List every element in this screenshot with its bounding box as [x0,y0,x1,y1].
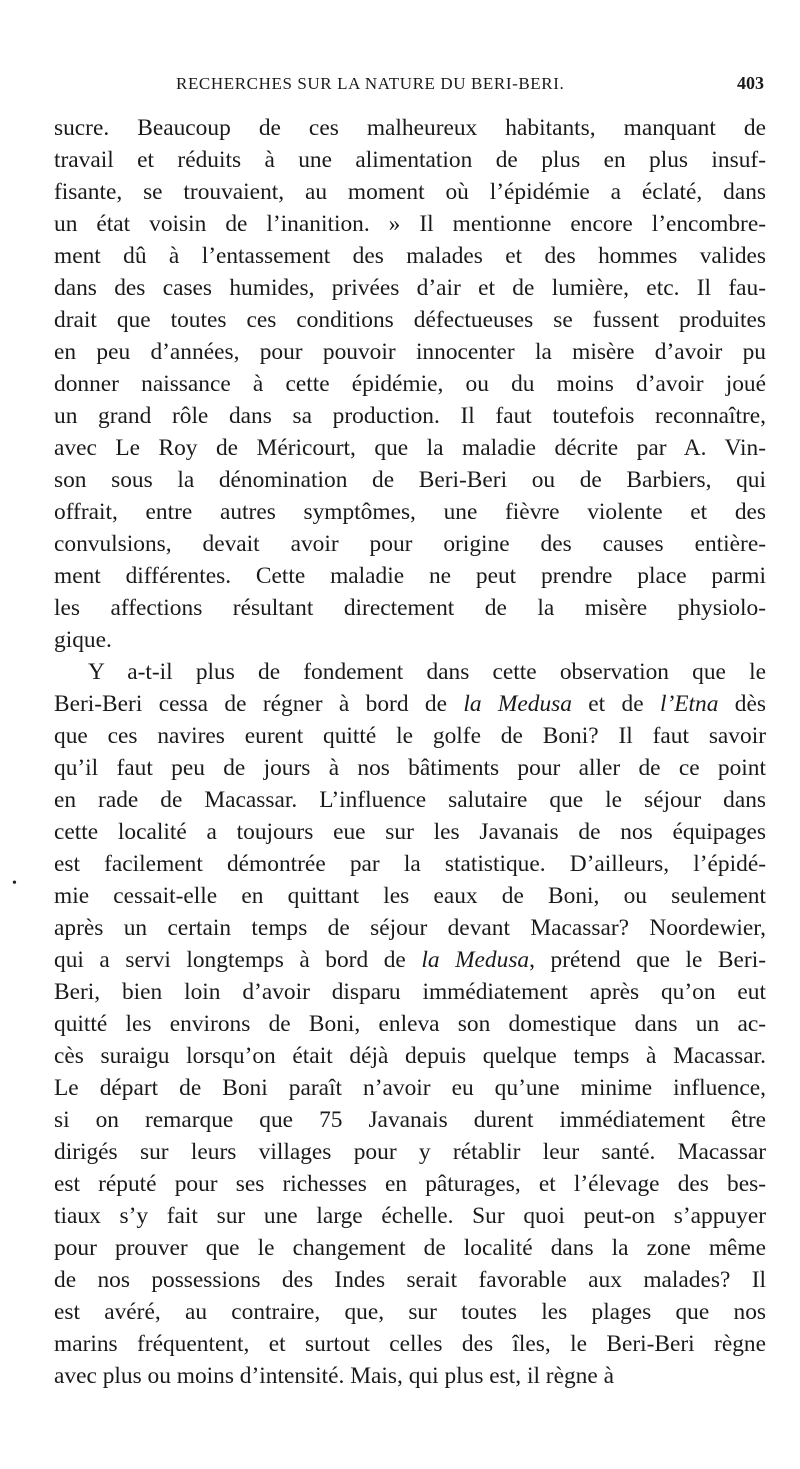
text-line: si on remarque que 75 Javanais durent immédiatement être [54,1107,766,1133]
text-line: est facilement démontrée par la statistique. D’ailleurs, l’épidé- [54,851,766,877]
text-line: cette localité a toujours eue sur les Javanais de nos équipages [54,819,766,845]
text-line: les affections résultant directement de la misère physiolo- [54,595,766,621]
text-line: qui a servi longtemps à bord de la Medusa, prétend que le Beri- [54,947,766,973]
text-line: mie cessait-elle en quittant les eaux de Boni, ou seulement [54,883,766,909]
text-line: de nos possessions des Indes serait favorable aux malades? Il [54,1267,766,1293]
text-line: avec Le Roy de Méricourt, que la maladie décrite par A. Vin- [54,435,766,461]
text-line: pour prouver que le changement de localité dans la zone même [54,1235,766,1261]
text-line: offrait, entre autres symptômes, une fièvre violente et des [54,499,766,525]
text-line: ment dû à l’entassement des malades et des hommes valides [54,243,766,269]
margin-dot-mark: • [12,876,17,891]
text-line: donner naissance à cette épidémie, ou du moins d’avoir joué [54,371,766,397]
text-line: Y a-t-il plus de fondement dans cette observation que le [88,659,766,685]
text-line: gique. [54,627,112,653]
text-line: convulsions, devait avoir pour origine des causes entière- [54,531,766,557]
text-line: qu’il faut peu de jours à nos bâtiments pour aller de ce point [54,755,766,781]
text-line: un grand rôle dans sa production. Il faut toutefois reconnaître, [54,403,766,429]
body-text [54,112,766,1392]
text-line: fisante, se trouvaient, au moment où l’épidémie a éclaté, dans [54,179,766,205]
text-line: en peu d’années, pour pouvoir innocenter la misère d’avoir pu [54,339,766,365]
text-line: que ces navires eurent quitté le golfe de Boni? Il faut savoir [54,723,766,749]
text-line: en rade de Macassar. L’influence salutaire que le séjour dans [54,787,766,813]
text-line: son sous la dénomination de Beri-Beri ou de Barbiers, qui [54,467,766,493]
text-line: marins fréquentent, et surtout celles des îles, le Beri-Beri règne [54,1331,766,1357]
running-title: RECHERCHES SUR LA NATURE DU BERI-BERI. [176,74,565,93]
text-line: est avéré, au contraire, que, sur toutes les plages que nos [54,1299,766,1325]
text-line: cès suraigu lorsqu’on était déjà depuis quelque temps à Macassar. [54,1043,766,1069]
text-line: dans des cases humides, privées d’air et de lumière, etc. Il fau- [54,275,766,301]
text-line: quitté les environs de Boni, enleva son domestique dans un ac- [54,1011,766,1037]
text-line: Beri-Beri cessa de régner à bord de la Medusa et de l’Etna dès [54,691,766,717]
text-line: drait que toutes ces conditions défectueuses se fussent produites [54,307,766,333]
text-line: tiaux s’y fait sur une large échelle. Sur quoi peut-on s’appuyer [54,1203,766,1229]
text-line: ment différentes. Cette maladie ne peut prendre place parmi [54,563,766,589]
text-line: avec plus ou moins d’intensité. Mais, qui plus est, il règne à [54,1363,614,1389]
text-line: est réputé pour ses richesses en pâturages, et l’élevage des bes- [54,1171,766,1197]
text-line: après un certain temps de séjour devant Macassar? Noordewier, [54,915,766,941]
running-head [58,74,764,98]
text-line: un état voisin de l’inanition. » Il mentionne encore l’encombre- [54,211,766,237]
page-number: 403 [737,73,764,93]
text-line: Le départ de Boni paraît n’avoir eu qu’une minime influence, [54,1075,766,1101]
text-line: sucre. Beaucoup de ces malheureux habitants, manquant de [54,115,766,141]
text-line: travail et réduits à une alimentation de plus en plus insuf- [54,147,766,173]
text-line: dirigés sur leurs villages pour y rétablir leur santé. Macassar [54,1139,766,1165]
text-line: Beri, bien loin d’avoir disparu immédiatement après qu’on eut [54,979,766,1005]
